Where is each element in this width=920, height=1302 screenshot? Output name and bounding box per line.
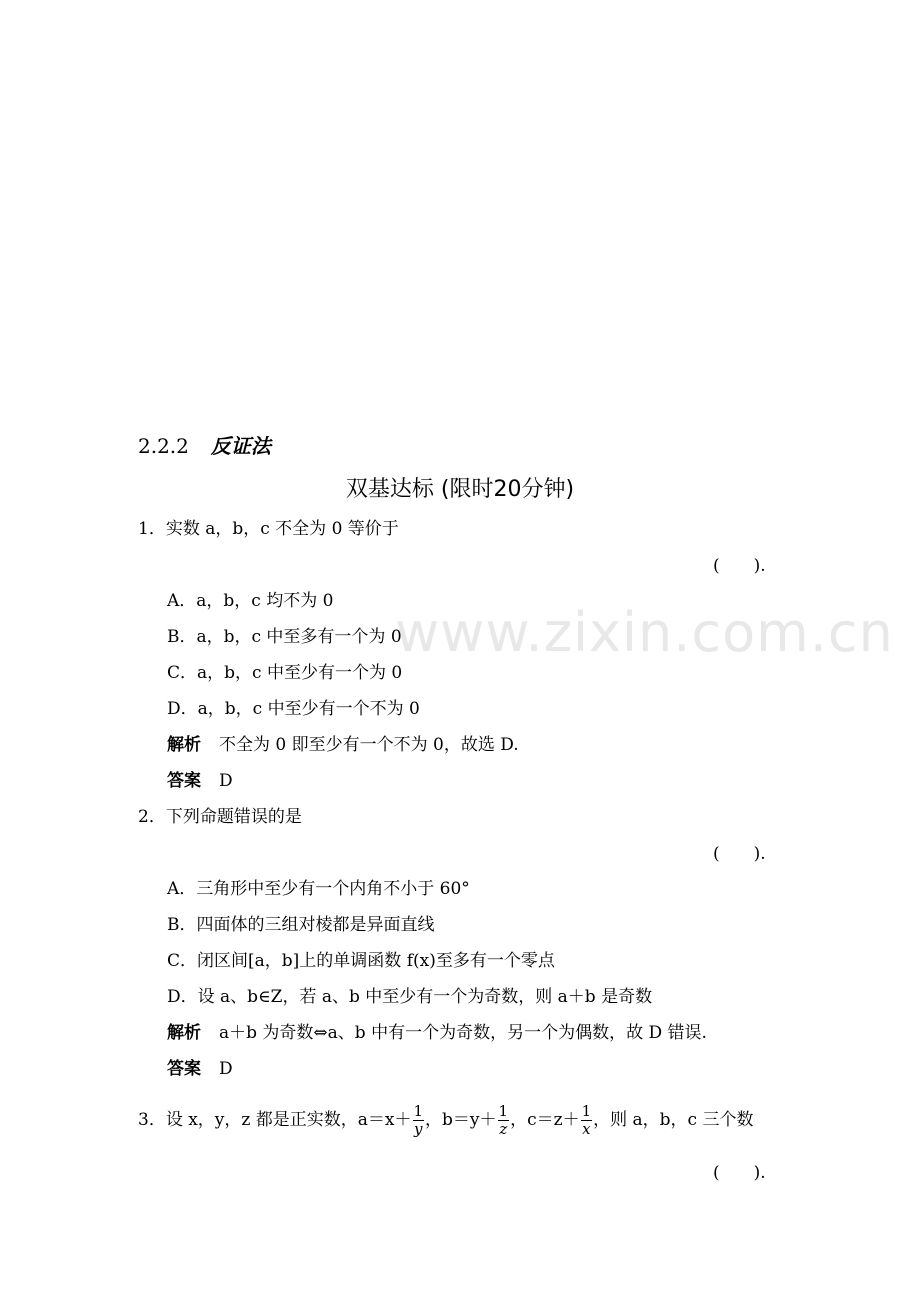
analysis-label: 解析: [167, 1023, 201, 1043]
q1-option-d: D．a，b，c 中至少有一个不为 0: [167, 699, 420, 719]
q1-analysis: [167, 734, 519, 756]
section-number: 2.2.2: [138, 434, 189, 458]
q1-answer: [167, 770, 233, 792]
fraction-denominator: z: [499, 1120, 508, 1138]
answer-label: 答案: [167, 1059, 201, 1079]
fraction-denominator: x: [582, 1120, 591, 1138]
fraction-denominator: y: [414, 1120, 423, 1138]
fraction-1-over-x: [581, 1103, 593, 1138]
q3-stem-mid2: ，c＝z＋: [510, 1110, 580, 1130]
q1-option-a: A．a，b，c 均不为 0: [167, 591, 334, 611]
fraction-1-over-y: [413, 1103, 425, 1138]
q3-stem-end: ，则 a，b，c 三个数: [593, 1110, 754, 1130]
section-title: [138, 433, 271, 459]
fraction-1-over-z: [498, 1103, 510, 1138]
q1-answer-blank: ( ).: [713, 556, 766, 576]
fraction-numerator: 1: [581, 1102, 592, 1120]
q2-option-b: B．四面体的三组对棱都是异面直线: [167, 915, 435, 935]
analysis-text: 不全为 0 即至少有一个不为 0，故选 D.: [219, 735, 519, 755]
q2-answer-blank: ( ).: [713, 844, 766, 864]
analysis-label: 解析: [167, 735, 201, 755]
q1-option-c: C．a，b，c 中至少有一个为 0: [167, 663, 403, 683]
watermark: www.zixin.com.cn: [395, 601, 894, 664]
q1-stem: 1．实数 a，b，c 不全为 0 等价于: [138, 519, 399, 539]
q2-analysis: [167, 1022, 707, 1044]
q2-stem: 2．下列命题错误的是: [138, 807, 302, 827]
answer-label: 答案: [167, 771, 201, 791]
fraction-numerator: 1: [498, 1102, 509, 1120]
subtitle: 双基达标 (限时20分钟): [345, 477, 575, 502]
q3-stem-start: 3．设 x，y，z 都是正实数，a＝x＋: [138, 1110, 412, 1130]
q2-option-a: A．三角形中至少有一个内角不小于 60°: [167, 879, 470, 899]
q2-answer: [167, 1058, 233, 1080]
fraction-numerator: 1: [413, 1102, 424, 1120]
section-name: 反证法: [210, 434, 271, 458]
analysis-text: a＋b 为奇数⇔a、b 中有一个为奇数，另一个为偶数，故 D 错误.: [219, 1023, 707, 1043]
answer-text: D: [219, 1059, 233, 1079]
q3-answer-blank: ( ).: [713, 1163, 766, 1183]
q1-option-b: B．a，b，c 中至多有一个为 0: [167, 627, 402, 647]
q2-option-c: C．闭区间[a，b]上的单调函数 f(x)至多有一个零点: [167, 951, 555, 971]
answer-text: D: [219, 771, 233, 791]
q2-option-d: D．设 a、b∈Z，若 a、b 中至少有一个为奇数，则 a＋b 是奇数: [167, 987, 653, 1007]
q3-stem: [138, 1102, 753, 1138]
q3-stem-mid1: ，b＝y＋: [425, 1110, 497, 1130]
